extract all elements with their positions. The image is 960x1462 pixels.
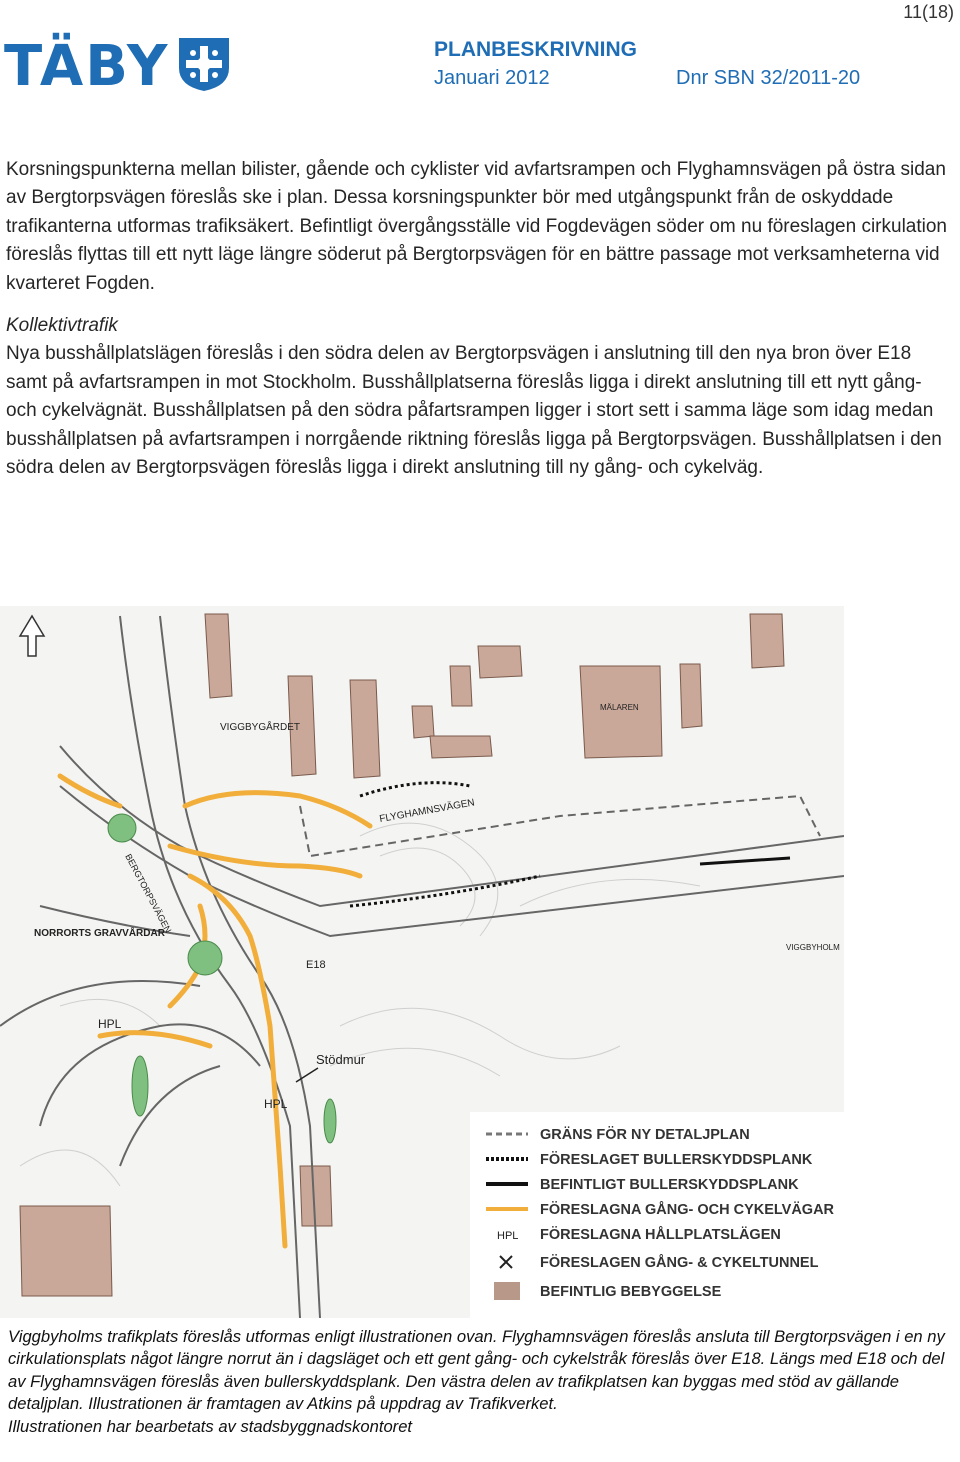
label-stodmur: Stödmur	[316, 1052, 366, 1067]
label-norrorts-gravvardar: NORRORTS GRAVVÅRDAR	[34, 928, 165, 939]
taby-shield-icon	[177, 36, 231, 97]
legend-label-existing-barrier: BEFINTLIGT BULLERSKYDDSPLANK	[540, 1177, 799, 1193]
label-malaren: MÄLAREN	[600, 703, 639, 712]
label-viggbyholm: VIGGBYHOLM	[786, 943, 840, 952]
label-hpl-1: HPL	[98, 1017, 122, 1031]
paragraph-intersections: Korsningspunkterna mellan bilister, gående och cyklister vid avfartsrampen och Flyghamnsvägen på östra sidan av Bergtorpsvägen föreslås ske i plan. Dessa korsningspunkter bör med utgångspunkt från de oskyddade trafikanterna utformas trafiksäkert. Befintligt övergångsställe vid Fogdevägen söder om nu föreslagen cirkulation föreslås flyttas till ett nytt läge längre söderut på Bergtorpsvägen för en bättre passage mot verksamheterna vid kvarteret Fogden.	[6, 159, 947, 294]
page-number: 11(18)	[903, 2, 954, 22]
caption-text: Viggbyholms trafikplats föreslås utformas enligt illustrationen ovan. Flyghamnsvägen föreslås ansluta till Bergtorpsvägen i en ny cirkulationsplats något längre norrut än i dagsläget och ett gent gång- och cykelstråk föreslås över E18. Längs med E18 och del av Flyghamnsvägen föreslås även bullerskyddsplank. Den västra delen av trafikplatsen kan byggas med stöd av gällande detaljplan. Illustrationen är framtagen av Atkins på uppdrag av Trafikverket.	[8, 1327, 945, 1414]
label-hpl-2: HPL	[264, 1097, 288, 1111]
legend-label-existing-buildings: BEFINTLIG BEBYGGELSE	[540, 1284, 722, 1300]
legend-label-tunnel: FÖRESLAGEN GÅNG- & CYKELTUNNEL	[540, 1255, 819, 1271]
document-date: Januari 2012	[434, 67, 550, 89]
legend-building-swatch	[494, 1282, 520, 1300]
body-text	[6, 156, 956, 482]
label-bergtorpsvagen: BERGTORPSVÄGEN	[123, 852, 174, 935]
label-viggbygardet: VIGGBYGÅRDET	[220, 722, 301, 733]
map-legend	[470, 1112, 844, 1318]
legend-label-stop-locations: FÖRESLAGNA HÅLLPLATSLÄGEN	[540, 1227, 781, 1243]
legend-label-pedestrian-cycle-paths: FÖRESLAGNA GÅNG- OCH CYKELVÄGAR	[540, 1202, 835, 1218]
legend-label-plan-boundary: GRÄNS FÖR NY DETALJPLAN	[540, 1127, 750, 1143]
taby-logo	[4, 33, 231, 99]
label-flyghamnsvagen: FLYGHAMNSVÄGEN	[378, 797, 476, 825]
paragraph-public-transport: Nya busshållplatslägen föreslås i den södra delen av Bergtorpsvägen i anslutning till den nya bron över E18 samt på avfartsrampen in mot Stockholm. Busshållplatserna föreslås ligga i direkt anslutning till ett nytt gång- och cykelvägnät. Busshållplatsen på den södra påfartsrampen ligger i stort sett i samma läge som idag medan busshållplatsen på avfartsrampen i norrgående riktning föreslås ligga på Bergtorpsvägen. Busshållplatsen i den södra delen av Bergtorpsvägen föreslås ligga i direkt anslutning till ny gång- och cykelväg.	[6, 343, 942, 479]
subheading-kollektivtrafik: Kollektivtrafik	[6, 315, 118, 337]
map-caption	[8, 1326, 953, 1438]
label-e18: E18	[306, 959, 326, 971]
document-reference: Dnr SBN 32/2011-20	[676, 67, 861, 89]
logo-text: TÄBY	[4, 33, 170, 99]
legend-label-proposed-barrier: FÖRESLAGET BULLERSKYDDSPLANK	[540, 1152, 813, 1168]
legend-hpl-symbol: HPL	[497, 1230, 519, 1242]
traffic-plan-map	[0, 606, 844, 1318]
document-title: PLANBESKRIVNING	[434, 38, 638, 61]
caption-credit: Illustrationen har bearbetats av stadsbyggnadskontoret	[8, 1416, 413, 1436]
